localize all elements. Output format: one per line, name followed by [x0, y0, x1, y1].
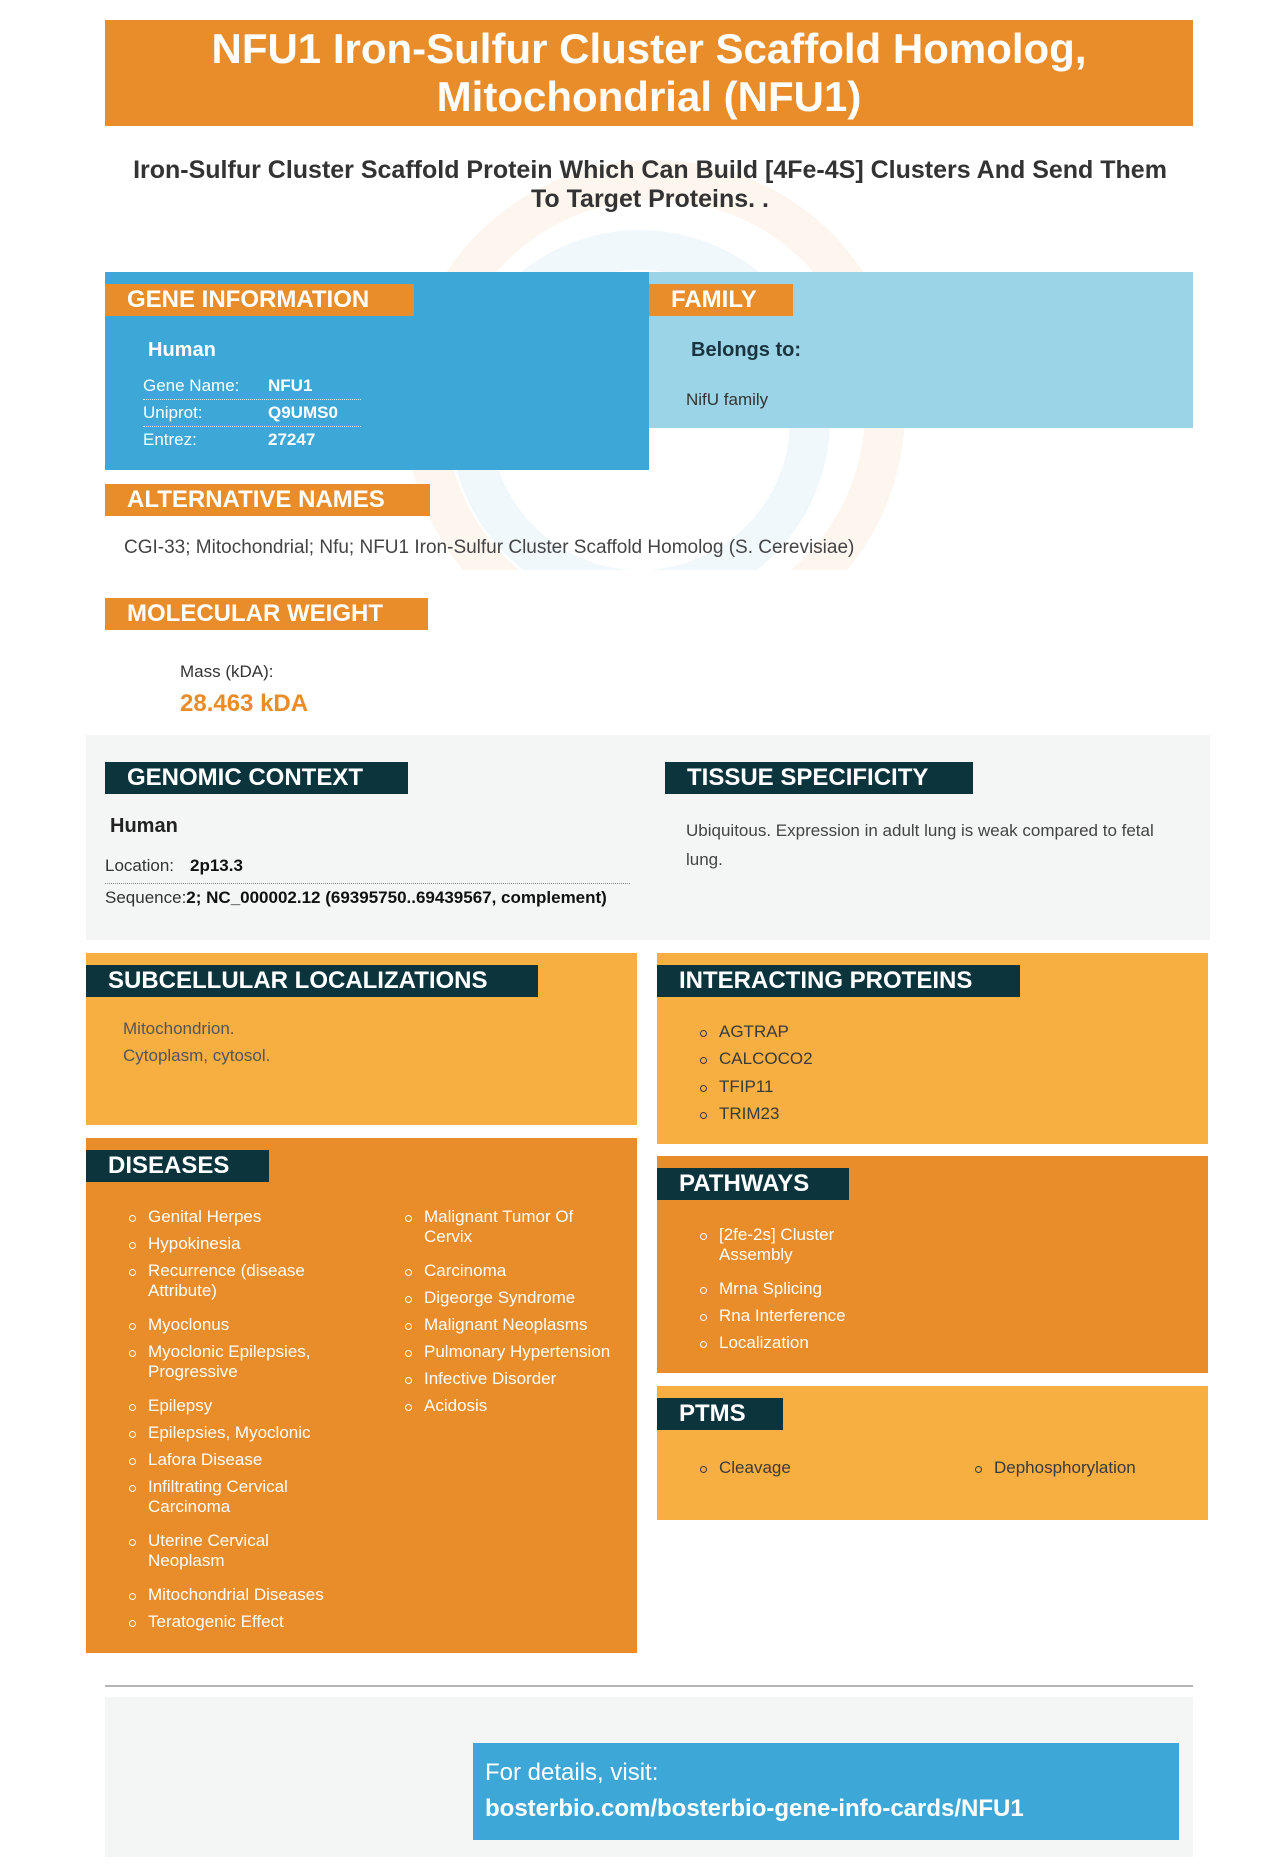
list-item-line: Infiltrating Cervical: [148, 1477, 288, 1496]
list-item-line: Neoplasm: [148, 1551, 225, 1570]
entrez-row: [143, 426, 361, 453]
list-item-line: Infective Disorder: [424, 1369, 557, 1388]
gene-name-label: Gene Name:: [143, 376, 240, 395]
gene-name-row: [143, 372, 361, 400]
list-item: [148, 1531, 269, 1571]
list-item: [719, 1279, 822, 1299]
sequence-row: [105, 888, 645, 908]
list-item: [719, 1225, 834, 1265]
list-item-line: Genital Herpes: [148, 1207, 262, 1226]
list-item-line: Mrna Splicing: [719, 1279, 822, 1298]
list-item: Dephosphorylation: [994, 1458, 1136, 1477]
list-item: [424, 1396, 487, 1416]
list-item: [719, 1306, 846, 1326]
family-heading: FAMILY: [649, 284, 793, 316]
list-item-line: [2fe-2s] Cluster: [719, 1225, 835, 1244]
list-item: CALCOCO2: [719, 1049, 813, 1068]
list-item-line: Localization: [719, 1333, 809, 1352]
subcellular-localizations-panel: [86, 953, 637, 1125]
list-item: [424, 1261, 506, 1281]
tissue-specificity-heading: TISSUE SPECIFICITY: [665, 762, 973, 794]
family-value: NifU family: [686, 390, 769, 409]
list-item-line: Pulmonary Hypertension: [424, 1342, 611, 1361]
list-item-line: Hypokinesia: [148, 1234, 241, 1253]
diseases-heading: DISEASES: [86, 1150, 269, 1182]
list-item: [148, 1315, 229, 1335]
genomic-context-heading: GENOMIC CONTEXT: [105, 762, 408, 794]
list-item-line: Epilepsy: [148, 1396, 213, 1415]
gene-information-panel: [105, 272, 649, 470]
location-value: 2p13.3: [190, 856, 243, 875]
alternative-names-heading: ALTERNATIVE NAMES: [105, 484, 430, 516]
list-item-line: Mitochondrial Diseases: [148, 1585, 324, 1604]
list-item: [148, 1585, 324, 1605]
list-item: TFIP11: [719, 1077, 774, 1096]
list-item: [424, 1342, 610, 1362]
ptms-heading: PTMS: [657, 1398, 783, 1430]
list-item: [148, 1207, 261, 1227]
list-item-line: Rna Interference: [719, 1306, 846, 1325]
list-item: [148, 1612, 284, 1632]
ptms-panel: [657, 1386, 1208, 1520]
list-item: [148, 1261, 305, 1301]
list-item-line: Attribute): [148, 1281, 217, 1300]
gene-information-heading: GENE INFORMATION: [105, 284, 414, 316]
entrez-label: Entrez:: [143, 430, 197, 449]
uniprot-label: Uniprot:: [143, 403, 203, 422]
list-item-line: Malignant Tumor Of: [424, 1207, 574, 1226]
pathways-heading: PATHWAYS: [657, 1168, 849, 1200]
page-title: [105, 25, 1193, 121]
list-item-line: Progressive: [148, 1362, 238, 1381]
subcellular-localizations-text: [123, 1015, 270, 1069]
list-item: [148, 1477, 288, 1517]
list-item-line: Recurrence (disease: [148, 1261, 305, 1280]
list-item-line: Assembly: [719, 1245, 793, 1264]
footer-divider: [105, 1685, 1193, 1687]
list-item: [148, 1396, 212, 1416]
list-item-line: Lafora Disease: [148, 1450, 263, 1469]
family-panel: [649, 272, 1193, 428]
page-subtitle: Iron-Sulfur Cluster Scaffold Protein Which Can Build [4Fe-4S] Clusters And Send Them To Target Proteins. .: [133, 156, 1167, 213]
list-item-line: Myoclonic Epilepsies,: [148, 1342, 311, 1361]
list-item: [148, 1342, 311, 1382]
list-item: [148, 1234, 241, 1254]
list-item: TRIM23: [719, 1104, 780, 1123]
list-item-line: Teratogenic Effect: [148, 1612, 284, 1631]
list-item-line: Digeorge Syndrome: [424, 1288, 576, 1307]
title-line-1: NFU1 Iron-Sulfur Cluster Scaffold Homolog,: [211, 25, 1087, 72]
location-row: [105, 852, 630, 884]
mass-label: Mass (kDA):: [180, 662, 274, 681]
list-item-line: Malignant Neoplasms: [424, 1315, 588, 1334]
tissue-specificity-text: Ubiquitous. Expression in adult lung is weak compared to fetal lung.: [686, 821, 1154, 869]
location-label: Location:: [105, 856, 174, 875]
list-item: [148, 1423, 311, 1443]
pathways-panel: [657, 1156, 1208, 1373]
interacting-proteins-panel: [657, 953, 1208, 1144]
list-item: [424, 1369, 556, 1389]
list-item-line: Carcinoma: [424, 1261, 507, 1280]
list-item: [148, 1450, 262, 1470]
list-item: [424, 1207, 573, 1247]
sequence-label: Sequence:: [105, 888, 187, 907]
uniprot-row: [143, 399, 361, 427]
title-banner: [105, 20, 1193, 126]
sequence-value: 2; NC_000002.12 (69395750..69439567, complement): [186, 888, 607, 907]
list-item-line: Myoclonus: [148, 1315, 230, 1334]
details-link-box[interactable]: [473, 1743, 1179, 1840]
list-item-line: Acidosis: [424, 1396, 488, 1415]
list-item: AGTRAP: [719, 1022, 789, 1041]
entrez-value: 27247: [268, 430, 316, 449]
alternative-names-text: CGI-33; Mitochondrial; Nfu; NFU1 Iron-Sulfur Cluster Scaffold Homolog (S. Cerevisiae): [124, 537, 855, 558]
details-label: For details, visit:: [485, 1759, 659, 1786]
uniprot-value: Q9UMS0: [268, 403, 338, 422]
interacting-proteins-heading: INTERACTING PROTEINS: [657, 965, 1020, 997]
list-item-line: Epilepsies, Myoclonic: [148, 1423, 311, 1442]
list-item: [424, 1288, 575, 1308]
mass-value: 28.463 kDA: [180, 690, 309, 717]
localization-line: Mitochondrion.: [123, 1019, 235, 1038]
title-line-2: Mitochondrial (NFU1): [436, 73, 862, 120]
localization-line: Cytoplasm, cytosol.: [123, 1046, 271, 1065]
list-item-line: Uterine Cervical: [148, 1531, 269, 1550]
subcellular-localizations-heading: SUBCELLULAR LOCALIZATIONS: [86, 965, 538, 997]
molecular-weight-heading: MOLECULAR WEIGHT: [105, 598, 428, 630]
gene-name-value: NFU1: [268, 376, 313, 395]
list-item: Cleavage: [719, 1458, 791, 1477]
list-item-line: Cervix: [424, 1227, 473, 1246]
diseases-panel: [86, 1138, 637, 1653]
gene-species: Human: [148, 339, 216, 361]
belongs-to-label: Belongs to:: [691, 339, 801, 361]
details-link[interactable]: bosterbio.com/bosterbio-gene-info-cards/NFU1: [485, 1795, 1024, 1822]
list-item: [719, 1333, 809, 1353]
list-item: [424, 1315, 587, 1335]
list-item-line: Carcinoma: [148, 1497, 231, 1516]
genomic-species: Human: [110, 815, 178, 837]
